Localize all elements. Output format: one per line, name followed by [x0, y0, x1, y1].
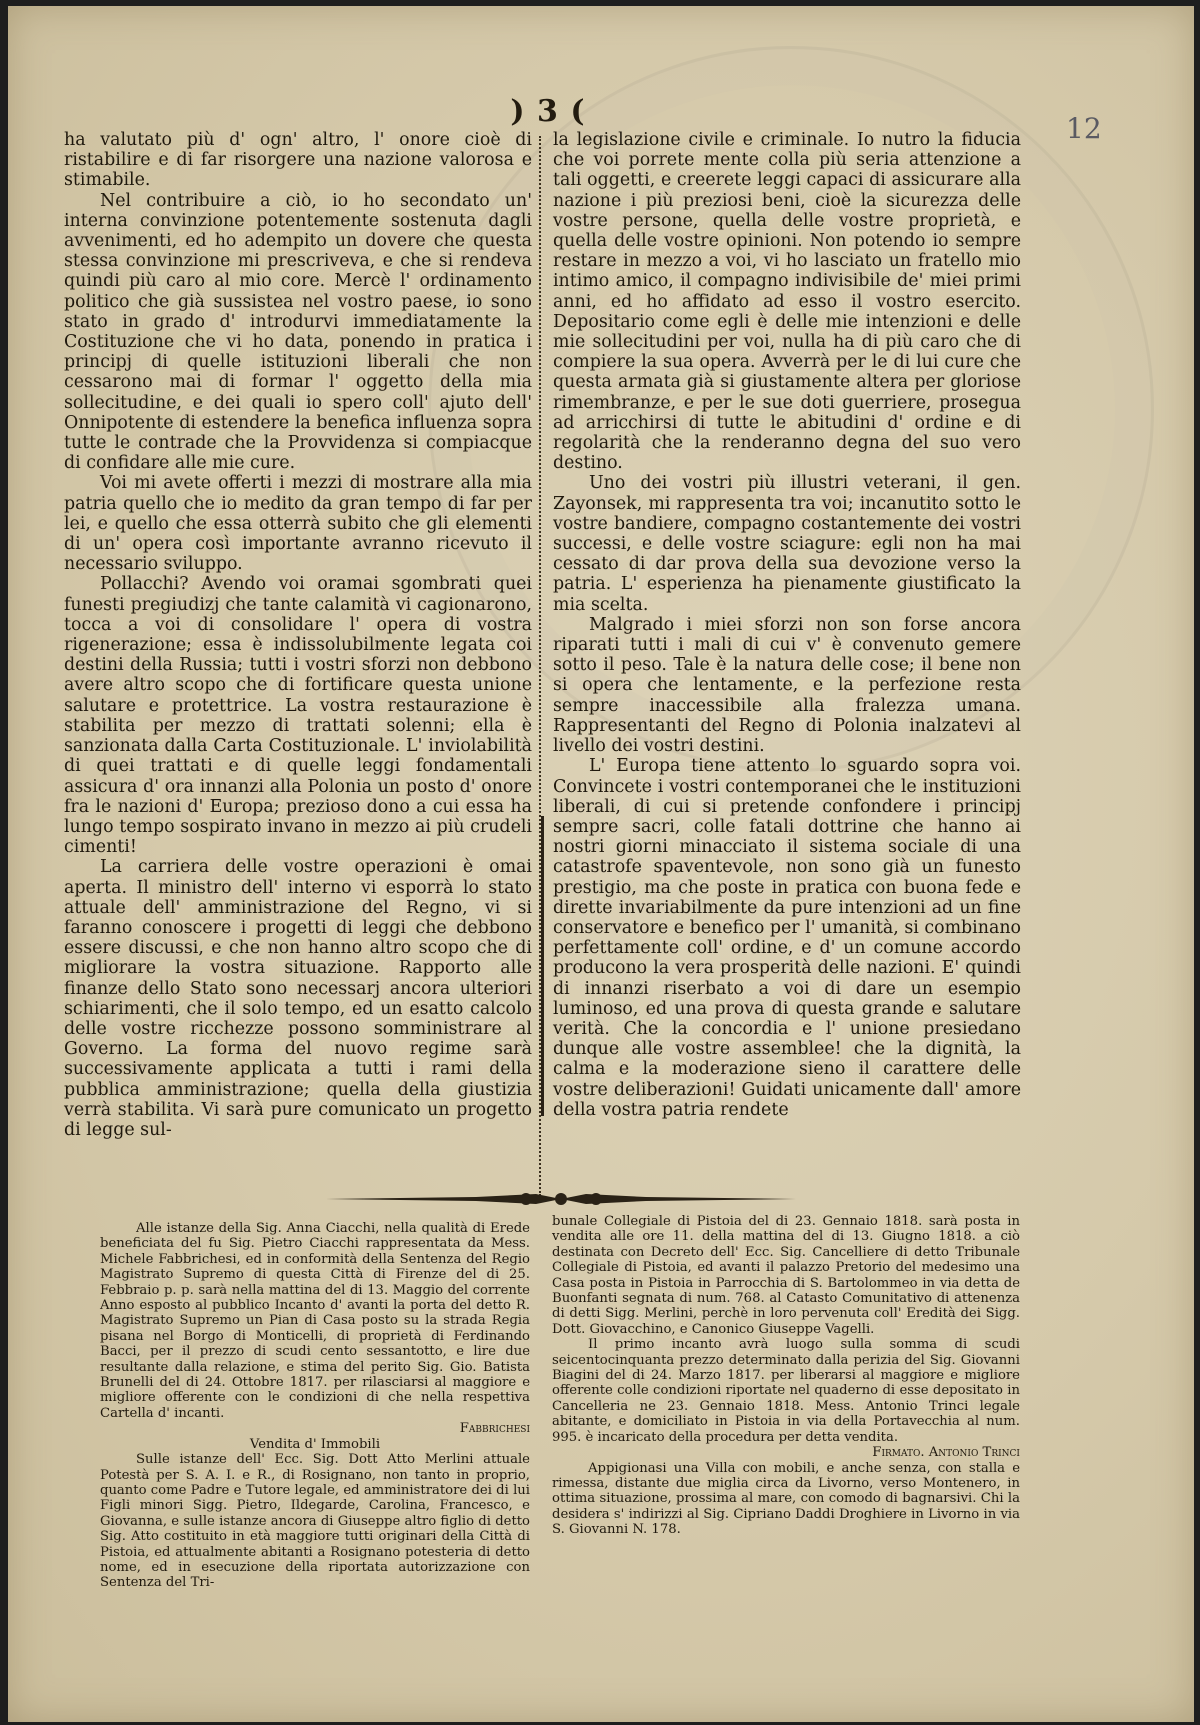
paragraph: la legislazione civile e criminale. Io nutro la fiducia che voi porrete mente colla più seria attenzione a tali oggetti, e creerete leggi capaci di assicurare alla nazione i più preziosi beni, cioè la sicurezza delle vostre persone, quella delle vostre proprietà, e quella delle vostre opinioni. Non potendo io sempre restare in mezzo a voi, vi ho lasciato un fratello mio intimo amico, il compagno indivisibile de' miei primi anni, ed ho affidato ad esso il vostro esercito. Depositario come egli è delle mie intenzioni e delle mie sollecitudini per voi, nulla ha di più caro che di compiere la sua opera. Avverrà per le di lui cure che questa armata già si giustamente altera per gloriose rimembranze, e per le sue doti guerriere, prosegua ad arricchirsi di tutte le abitudini d' ordine e di regolarità che la renderanno degna del suo vero destino. — [553, 130, 1021, 474]
notice-paragraph: bunale Collegiale di Pistoia del di 23. Gennaio 1818. sarà posta in vendita alle ore 11. della mattina del di 13. Giugno 1818. a ciò destinata con Decreto dell' Ecc. Sig. Cancelliere di detto Tribunale Collegiale di Pistoia, ed avanti il palazzo Pretorio del medesimo una Casa posta in Pistoia in Parrocchia di S. Bartolommeo in via detta de Buonfanti segnata di num. 768. al Catasto Comunitativo di attenenza di detti Sigg. Merlini, perchè in loro pervenuta coll' Eredità dei Sigg. Dott. Giovacchino, e Canonico Giuseppe Vagelli. — [552, 1214, 1020, 1337]
page-header: ) 3 ( — [510, 94, 586, 129]
notice-signature: Firmato. Antonio Trinci — [872, 1445, 1020, 1461]
folio-number: 12 — [1066, 112, 1102, 145]
paragraph: Voi mi avete offerti i mezzi di mostrare alla mia patria quello che io medito da gran tempo di far per lei, e quello che essa otterrà subito che gli elementi di un' opera così importante avranno ricevuto il necessario sviluppo. — [64, 473, 532, 575]
notice-signature: Fabbrichesi — [459, 1421, 530, 1437]
notice-paragraph: Sulle istanze dell' Ecc. Sig. Dott Atto Merlini attuale Potestà per S. A. I. e R., di Rosignano, non tanto in proprio, quanto come Padre e Tutore legale, ed amministratore dei di lui Figli minori Sigg. Pietro, Ildegarde, Carolina, Francesco, e Giovanna, e sulle istanze ancora di Giuseppe altro figlio di detto Sig. Atto costituito in età maggiore tutti originari della Città di Pistoia, ed attualmente abitanti a Rosignano potesteria di detto nome, ed in esecuzione della riportata autorizzazione con Sentenza del Tri- — [100, 1452, 530, 1591]
paragraph: Malgrado i miei sforzi non son forse ancora riparati tutti i mali di cui v' è convenuto gemere sotto il peso. Tale è la natura delle cose; il bene non si opera che lentamente, e la perfezione resta sempre inaccessibile alla fralezza umana. Rappresentanti del Regno di Polonia inalzatevi al livello dei vostri destini. — [553, 614, 1021, 757]
notice-paragraph: Alle istanze della Sig. Anna Ciacchi, nella qualità di Erede beneficiata del fu Sig. Pietro Ciacchi rappresentata da Mess. Michele Fabbrichesi, ed in conformità della Sentenza del Regio Magistrato Supremo di questa Città di Firenze del di 25. Febbraio p. p. sarà nella mattina del di 13. Maggio del corrente Anno esposto al pubblico Incanto d' avanti la porta del detto R. Magistrato Supremo un Pian di Casa posto su la strada Regia pisana nel Borgo di Monticelli, di proprietà di Ferdinando Bacci, per il prezzo di scudi cento sessantotto, e lire due resultante dalla relazione, e stima del perito Sig. Gio. Batista Brunelli del di 24. Ottobre 1817. per rilasciarsi al maggiore e migliore offerente con le condizioni di che nella respettiva Cartella d' incanti. — [100, 1221, 530, 1421]
article-left-column — [64, 130, 532, 1140]
column-divider-heavy — [541, 816, 544, 1116]
notice-paragraph: Appigionasi una Villa con mobili, e anche senza, con stalla e rimessa, distante due miglia circa da Livorno, verso Montenero, in ottima situazione, prossima al mare, con comodo di bagnarsivi. Chi la desidera s' indirizzi al Sig. Cipriano Daddi Droghiere in Livorno in via S. Giovanni N. 178. — [552, 1460, 1020, 1538]
paragraph: Uno dei vostri più illustri veterani, il gen. Zayonsek, mi rappresenta tra voi; incanutito sotto le vostre bandiere, compagno costantemente dei vostri successi, e delle vostre sciagure: egli non ha mai cessato di dar prova della sua devozione verso la patria. L' esperienza ha pienamente giustificato la mia scelta. — [553, 473, 1021, 615]
notices-right-column — [552, 1214, 1020, 1538]
article-right-column — [553, 130, 1021, 1120]
paragraph: Nel contribuire a ciò, io ho secondato un' interna convinzione potentemente sostenuta dagli avvenimenti, ed ho adempito un dovere che questa stessa convinzione mi prescriveva, e che si rendeva quindi più caro al mio core. Mercè l' ordinamento politico che già sussistea nel vostro paese, io sono stato in grado d' introdurvi immediatamente la Costituzione che vi ho data, ponendo in pratica i principj di quelle istituzioni liberali che non cessarono mai di formar l' oggetto della mia sollecitudine, e dei quali io spero coll' ajuto dell' Onnipotente di estendere la benefica influenza sopra tutte le contrade che la Provvidenza si compiacque di confidare alle mie cure. — [64, 190, 532, 474]
paragraph: Pollacchi? Avendo voi oramai sgombrati quei funesti pregiudizj che tante calamità vi cagionarono, tocca a voi di consolidare l' opera di vostra rigenerazione; essa è indissolubilmente legata coi destini della Russia; tutti i vostri sforzi non debbono avere altro scopo che di fortificare questa unione salutare e protettrice. La vostra restaurazione è stabilita per mezzo di trattati solenni; ella è sanzionata dalla Carta Costituzionale. L' inviolabilità di quei trattati e di quelle leggi fondamentali assicura d' ora innanzi alla Polonia un posto d' onore fra le nazioni d' Europa; prezioso dono a cui essa ha lungo tempo sospirato invano in mezzo ai più crudeli cimenti! — [64, 574, 532, 858]
ornamental-rule — [326, 1188, 796, 1210]
notices-left-column — [100, 1221, 530, 1591]
notice-paragraph: Il primo incanto avrà luogo sulla somma di scudi seicentocinquanta prezzo determinato dalla perizia del Sig. Giovanni Biagini del di 24. Marzo 1817. per liberarsi al maggiore e migliore offerente colle condizioni riportate nel quaderno di esse depositato in Cancelleria ne 23. Gennaio 1818. Mess. Antonio Trinci legale abitante, e domiciliato in Pistoia in via della Portavecchia al num. 995. è incaricato della procedura per detta vendita. — [552, 1337, 1020, 1445]
newspaper-page — [8, 6, 1194, 1722]
notice-heading: Vendita d' Immobili — [249, 1436, 381, 1452]
paragraph: L' Europa tiene attento lo sguardo sopra voi. Convincete i vostri contemporanei che le instituzioni liberali, di cui si pretende confondere i principj sempre sacri, colle fatali dottrine che hanno ai nostri giorni minacciato il sistema sociale di una catastrofe spaventevole, non sono già un funesto prestigio, ma che poste in pratica con buona fede e dirette invariabilmente da pure intenzioni ad un fine conservatore e benefico per l' umanità, si combinano perfettamente coll' ordine, e d' un comune accordo producono la vera prosperità delle nazioni. E' quindi di innanzi riserbato a voi di dare un esempio luminoso, ed una prova di questa grande e salutare verità. Che la concordia e l' unione presiedano dunque alle vostre assemblee! che la dignità, la calma e la moderazione sieno il carattere delle vostre deliberazioni! Guidati unicamente dall' amore della vostra patria rendete — [553, 756, 1021, 1120]
paragraph: ha valutato più d' ogn' altro, l' onore cioè di ristabilire e di far risorgere una nazione valorosa e stimabile. — [64, 130, 532, 191]
paragraph: La carriera delle vostre operazioni è omai aperta. Il ministro dell' interno vi esporrà lo stato attuale dell' amministrazione del Regno, vi si faranno conoscere i progetti di leggi che debbono essere discussi, e che non hanno altro scopo che di migliorare la vostra situazione. Rapporto alle finanze dello Stato sono necessarj ancora ulteriori schiarimenti, che il solo tempo, ed un esatto calcolo delle vostre ricchezze possono somministrare al Governo. La forma del nuovo regime sarà successivamente applicata a tutti i rami della pubblica amministrazione; quella della giustizia verrà stabilita. Vi sarà pure comunicato un progetto di legge sul- — [64, 857, 532, 1140]
